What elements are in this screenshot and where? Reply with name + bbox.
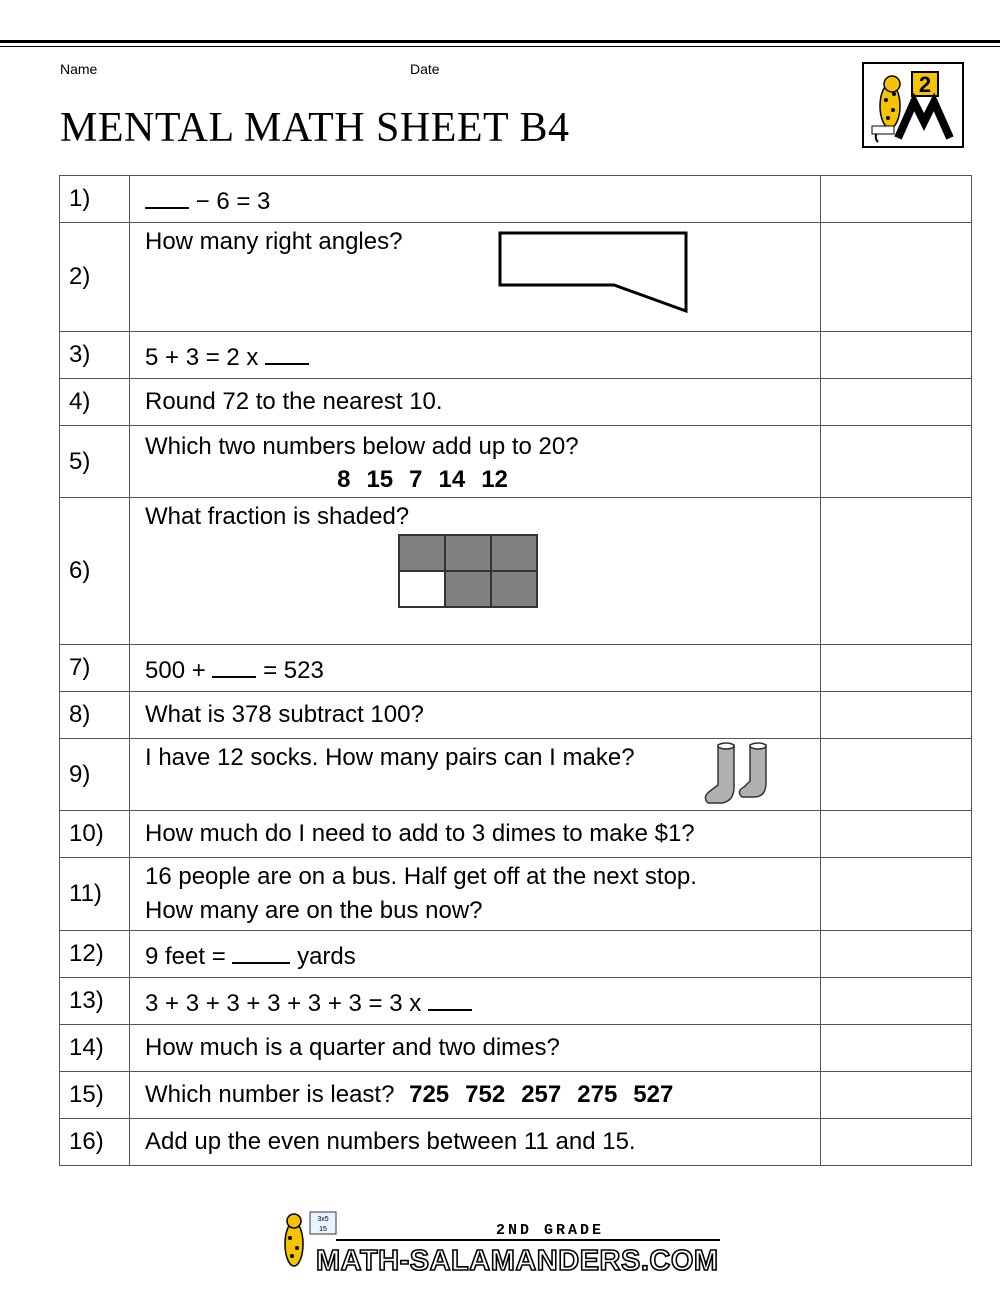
number-choice: 275 (577, 1081, 618, 1108)
grid-cell-shaded (399, 535, 445, 571)
question-number: 2) (60, 223, 130, 332)
answer-box[interactable] (821, 1025, 972, 1072)
question-row-2 (60, 223, 972, 332)
question-number: 1) (60, 176, 130, 223)
question-text: 3 + 3 + 3 + 3 + 3 + 3 = 3 x (145, 989, 428, 1017)
question-text: How much is a quarter and two dimes? (130, 1025, 821, 1072)
question-cell (130, 223, 821, 332)
question-cell (130, 426, 821, 498)
question-cell (130, 498, 821, 645)
question-number: 7) (60, 645, 130, 692)
grid-cell-shaded (491, 571, 537, 607)
questions-table (59, 175, 972, 1166)
question-text: Add up the even numbers between 11 and 15. (130, 1119, 821, 1166)
logo-grade-digit: 2 (918, 72, 932, 97)
number-choice: 527 (633, 1081, 674, 1108)
answer-box[interactable] (821, 692, 972, 739)
question-row-6 (60, 498, 972, 645)
question-cell (130, 858, 821, 931)
footer-site-logo (272, 1210, 728, 1278)
question-cell (130, 645, 821, 692)
answer-box[interactable] (821, 858, 972, 931)
question-cell (130, 332, 821, 379)
question-cell (130, 978, 821, 1025)
question-number: 16) (60, 1119, 130, 1166)
answer-box[interactable] (821, 332, 972, 379)
question-text: − 6 = 3 (189, 187, 271, 215)
answer-box[interactable] (821, 1119, 972, 1166)
question-text: I have 12 socks. How many pairs can I make? (145, 744, 635, 771)
question-number: 5) (60, 426, 130, 498)
question-text: Which number is least? (145, 1081, 395, 1108)
question-text: What is 378 subtract 100? (130, 692, 821, 739)
question-row-16 (60, 1119, 972, 1166)
question-row-15 (60, 1072, 972, 1119)
number-choice: 15 (366, 465, 394, 493)
question-text: Which two numbers below add up to 20? (145, 432, 579, 460)
answer-box[interactable] (821, 1072, 972, 1119)
question-row-7 (60, 645, 972, 692)
answer-box[interactable] (821, 739, 972, 811)
question-cell (130, 1072, 821, 1119)
question-text: 9 feet = (145, 942, 233, 970)
number-choice: 14 (438, 465, 466, 493)
answer-box[interactable] (821, 931, 972, 978)
number-choice: 7 (409, 465, 423, 493)
number-choice: 12 (481, 465, 508, 493)
question-row-13 (60, 978, 972, 1025)
answer-blank (428, 985, 472, 1011)
answer-box[interactable] (821, 978, 972, 1025)
question-number: 11) (60, 858, 130, 931)
footer-grade: 2ND GRADE (496, 1222, 605, 1239)
question-number: 9) (60, 739, 130, 811)
question-row-4 (60, 379, 972, 426)
grid-cell-unshaded (399, 571, 445, 607)
answer-box[interactable] (821, 645, 972, 692)
question-text: What fraction is shaded? (145, 503, 410, 530)
question-cell (130, 176, 821, 223)
math-salamanders-logo-icon (862, 62, 964, 148)
question-text: Round 72 to the nearest 10. (130, 379, 821, 426)
question-row-10 (60, 811, 972, 858)
question-number: 6) (60, 498, 130, 645)
answer-box[interactable] (821, 223, 972, 332)
answer-box[interactable] (821, 811, 972, 858)
number-choice: 752 (465, 1081, 506, 1108)
question-number: 8) (60, 692, 130, 739)
mini-board-text1: 3x5 (317, 1216, 329, 1223)
answer-box[interactable] (821, 379, 972, 426)
answer-box[interactable] (821, 498, 972, 645)
number-choice: 257 (521, 1081, 562, 1108)
question-cell (130, 931, 821, 978)
answer-blank (145, 183, 189, 209)
answer-blank (232, 938, 290, 964)
question-text: 5 + 3 = 2 x (145, 343, 266, 371)
question-row-14 (60, 1025, 972, 1072)
answer-blank (212, 652, 256, 678)
number-choices (401, 1081, 681, 1108)
mini-board-text2: 15 (319, 1226, 327, 1233)
top-rule-thin (0, 46, 1000, 47)
number-choice: 725 (409, 1081, 450, 1108)
question-number: 15) (60, 1072, 130, 1119)
grid-cell-shaded (445, 571, 491, 607)
fraction-grid (398, 534, 538, 608)
right-angles-shape (498, 231, 690, 315)
salamander-head (287, 1214, 301, 1228)
question-number: 13) (60, 978, 130, 1025)
question-cell (130, 739, 821, 811)
question-text: How much do I need to add to 3 dimes to make $1? (130, 811, 821, 858)
question-text: = 523 (256, 656, 324, 684)
question-row-3 (60, 332, 972, 379)
question-row-9 (60, 739, 972, 811)
question-row-1 (60, 176, 972, 223)
grid-cell-shaded (491, 535, 537, 571)
question-row-12 (60, 931, 972, 978)
date-label: Date (410, 61, 440, 77)
answer-box[interactable] (821, 176, 972, 223)
grid-cell-shaded (445, 535, 491, 571)
answer-box[interactable] (821, 426, 972, 498)
question-row-5 (60, 426, 972, 498)
question-row-8 (60, 692, 972, 739)
footer-site-name: MATH-SALAMANDERS.COM (316, 1245, 719, 1277)
answer-blank (265, 339, 309, 365)
top-rule (0, 40, 1000, 43)
number-choices (145, 466, 820, 494)
question-text: How many right angles? (145, 228, 403, 255)
question-number: 10) (60, 811, 130, 858)
question-row-11 (60, 858, 972, 931)
question-number: 3) (60, 332, 130, 379)
number-choice: 8 (337, 465, 351, 493)
socks-icon (700, 741, 780, 807)
question-number: 4) (60, 379, 130, 426)
question-text: yards (290, 942, 356, 970)
question-text: 500 + (145, 656, 213, 684)
page-title: MENTAL MATH SHEET B4 (60, 105, 570, 151)
question-number: 14) (60, 1025, 130, 1072)
question-number: 12) (60, 931, 130, 978)
question-text-line2: How many are on the bus now? (145, 897, 483, 924)
name-label: Name (60, 61, 98, 77)
question-text-line1: 16 people are on a bus. Half get off at the next stop. (145, 863, 697, 890)
